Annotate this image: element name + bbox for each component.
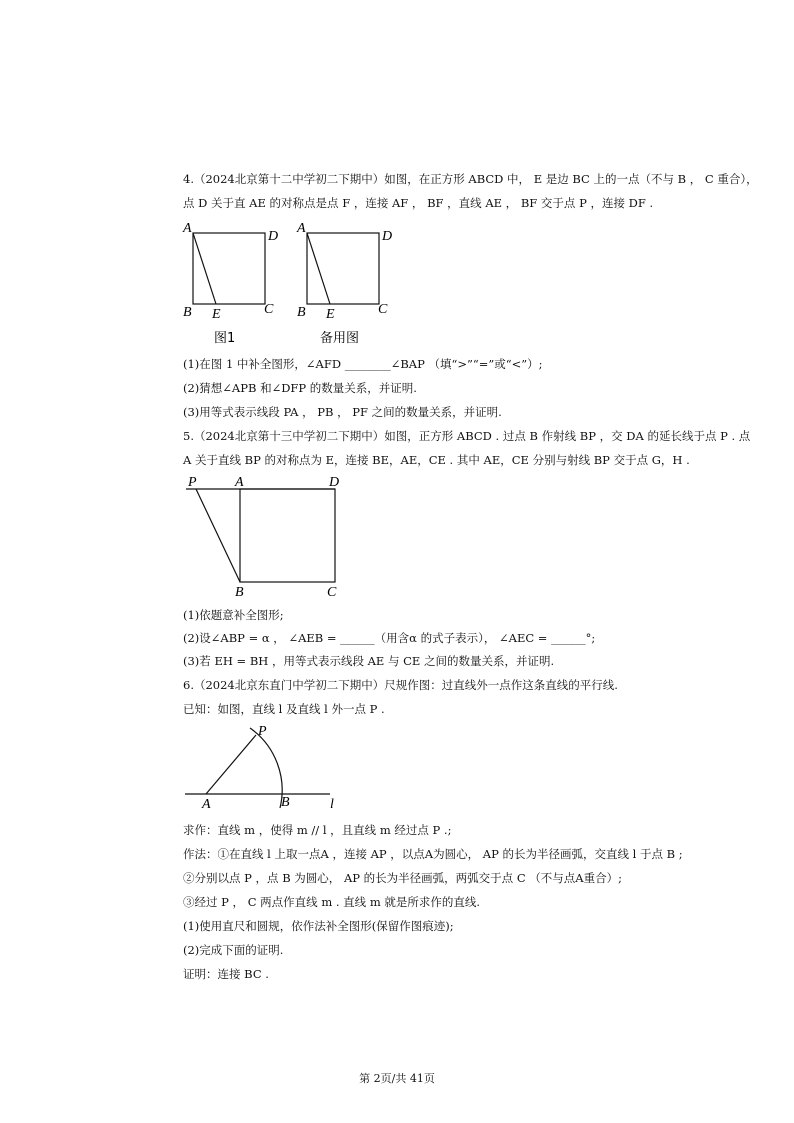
q4-stem-line2: 点 D 关于直 AE 的对称点是点 F ，连接 AF ， BF ，直线 AE ， BF 交于点 P ，连接 DF . xyxy=(183,196,654,210)
q6-stem-line1: 6.（2024北京东直门中学初二下期中）尺规作图：过直线外一点作这条直线的平行线. xyxy=(183,678,618,692)
q5-stem-line2: A 关于直线 BP 的对称点为 E，连接 BE，AE，CE . 其中 AE，CE 分别与射线 BP 交于点 G，H . xyxy=(183,453,690,467)
q6-method-step1: 作法：①在直线 l 上取一点A ，连接 AP ，以点A为圆心， AP 的长为半径画弧，交直线 l 于点 B ; xyxy=(183,847,683,861)
q4-fig2-label-e: E xyxy=(326,307,335,322)
q6-label-b: B xyxy=(281,795,290,810)
q4-fig2-label-c: C xyxy=(378,302,388,317)
q4-fig2-label-a: A xyxy=(297,221,306,236)
q5-ray-bp xyxy=(196,489,240,582)
q4-part2: (2)猜想∠APB 和∠DFP 的数量关系，并证明. xyxy=(183,381,417,395)
q5-label-p: P xyxy=(188,475,197,490)
q4-fig1-label-e: E xyxy=(212,307,221,322)
q5-label-b: B xyxy=(235,585,244,600)
q6-label-a: A xyxy=(202,797,211,812)
q6-stem-line2: 已知：如图，直线 l 及直线 l 外一点 P . xyxy=(183,702,385,716)
q4-stem-line1: 4.（2024北京第十二中学初二下期中）如图，在正方形 ABCD 中， E 是边 BC 上的一点（不与 B ， C 重合）， xyxy=(183,172,758,186)
q4-fig1-square xyxy=(193,233,265,304)
q4-fig1-label-c: C xyxy=(264,302,274,317)
q4-fig2-caption: 备用图 xyxy=(320,331,360,346)
q4-fig2-segment-ae xyxy=(307,233,330,304)
q6-arc xyxy=(250,728,282,808)
q6-label-p: P xyxy=(258,724,267,739)
q4-part3: (3)用等式表示线段 PA ， PB ， PF 之间的数量关系，并证明. xyxy=(183,405,502,419)
q5-part1: (1)依题意补全图形; xyxy=(183,608,284,622)
q6-segment-ap xyxy=(206,735,256,794)
q5-part2: (2)设∠ABP = α ， ∠AEB = ______（用含α 的式子表示）， ∠AEC = ______°; xyxy=(183,631,596,645)
q6-method-step3: ③经过 P ， C 两点作直线 m . 直线 m 就是所求作的直线. xyxy=(183,895,481,909)
q6-figure xyxy=(180,722,350,814)
q6-proof-start: 证明：连接 BC . xyxy=(183,967,269,981)
q4-part1: (1)在图 1 中补全图形，∠AFD ________∠BAP （填“>”“=”或“<”）; xyxy=(183,357,543,371)
q4-fig1-label-d: D xyxy=(268,229,279,244)
q5-figure xyxy=(180,470,350,600)
q4-fig1-label-a: A xyxy=(183,221,192,236)
q6-method-step2: ②分别以点 P ，点 B 为圆心， AP 的长为半径画弧，两弧交于点 C （不与点A重合）; xyxy=(183,871,622,885)
q6-label-l: l xyxy=(330,797,334,812)
q4-fig2-label-b: B xyxy=(297,305,306,320)
q4-fig1-caption: 图1 xyxy=(214,331,236,346)
page-footer: 第 2页/共 41页 xyxy=(359,1072,435,1085)
q6-part1: (1)使用直尺和圆规，依作法补全图形(保留作图痕迹); xyxy=(183,919,454,933)
q6-part2: (2)完成下面的证明. xyxy=(183,943,284,957)
q4-fig2-square xyxy=(307,233,379,304)
q4-fig1-segment-ae xyxy=(193,233,216,304)
q6-requirement: 求作：直线 m ，使得 m // l ，且直线 m 经过点 P .; xyxy=(183,823,452,837)
q5-square xyxy=(240,489,335,582)
q4-figure2 xyxy=(294,218,404,346)
q4-fig2-label-d: D xyxy=(382,229,393,244)
q4-figure1 xyxy=(180,218,280,346)
q4-fig1-label-b: B xyxy=(183,305,192,320)
q5-stem-line1: 5.（2024北京第十三中学初二下期中）如图，正方形 ABCD . 过点 B 作射线 BP ，交 DA 的延长线于点 P . 点 xyxy=(183,429,751,443)
q5-part3: (3)若 EH = BH ，用等式表示线段 AE 与 CE 之间的数量关系，并证明. xyxy=(183,654,555,668)
q5-label-c: C xyxy=(327,585,337,600)
q5-label-a: A xyxy=(235,475,244,490)
q5-label-d: D xyxy=(329,475,340,490)
